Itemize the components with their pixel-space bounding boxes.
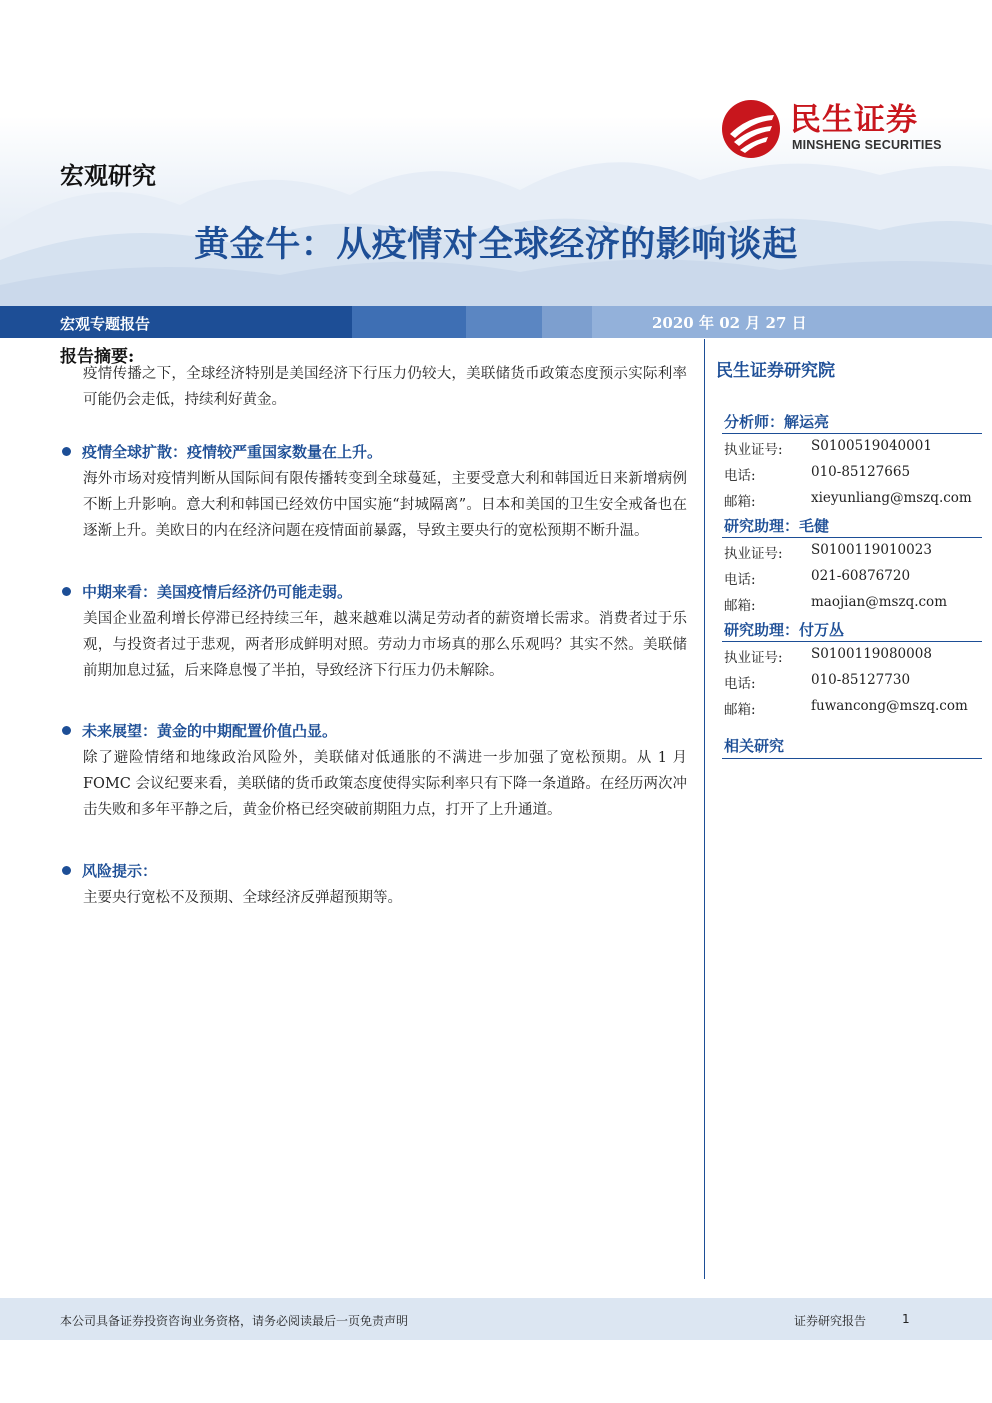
brand-name-en: MINSHENG SECURITIES bbox=[792, 138, 942, 152]
page-number: 1 bbox=[902, 1312, 910, 1326]
phone-number: 010-85127665 bbox=[811, 464, 911, 480]
analyst-heading: 分析师：解运亮 bbox=[724, 413, 830, 431]
brand-name-cn: 民生证券 bbox=[790, 102, 918, 138]
section-heading bbox=[62, 581, 352, 602]
summary-intro: 疫情传播之下，全球经济特别是美国经济下行压力仍较大，美联储货币政策态度预示实际利率可能仍会走低，持续利好黄金。 bbox=[83, 366, 687, 408]
divider-rule bbox=[722, 537, 982, 538]
license-number: S0100519040001 bbox=[811, 438, 932, 454]
bullet-icon bbox=[62, 447, 71, 456]
email-link[interactable]: fuwancong@mszq.com bbox=[811, 698, 968, 714]
info-label: 电话: bbox=[724, 676, 756, 692]
institute-name: 民生证券研究院 bbox=[716, 361, 835, 381]
analyst-heading: 研究助理：付万丛 bbox=[724, 621, 845, 639]
section-body: 主要央行宽松不及预期、全球经济反弹超预期等。 bbox=[83, 890, 402, 906]
report-type-band bbox=[0, 306, 992, 338]
bullet-icon bbox=[62, 866, 71, 875]
info-row bbox=[724, 568, 982, 592]
analyst-heading: 研究助理：毛健 bbox=[724, 517, 830, 535]
license-number: S0100119010023 bbox=[811, 542, 932, 558]
section-heading bbox=[62, 441, 382, 462]
email-link[interactable]: maojian@mszq.com bbox=[811, 594, 947, 610]
info-label: 邮箱: bbox=[724, 598, 756, 614]
info-label: 执业证号: bbox=[724, 546, 783, 562]
phone-number: 010-85127730 bbox=[811, 672, 911, 688]
footer-doc-type: 证券研究报告 bbox=[794, 1314, 867, 1328]
report-category: 宏观研究 bbox=[60, 162, 156, 190]
minsheng-logo-icon bbox=[720, 98, 782, 160]
section-heading-text: 未来展望：黄金的中期配置价值凸显。 bbox=[82, 722, 338, 740]
info-row bbox=[724, 646, 982, 670]
info-row bbox=[724, 594, 982, 618]
info-row bbox=[724, 698, 982, 722]
section-heading-text: 疫情全球扩散：疫情较严重国家数量在上升。 bbox=[82, 443, 383, 461]
divider-rule bbox=[722, 641, 982, 642]
license-number: S0100119080008 bbox=[811, 646, 932, 662]
band-segment bbox=[542, 306, 592, 338]
info-label: 执业证号: bbox=[724, 442, 783, 458]
phone-number: 021-60876720 bbox=[811, 568, 911, 584]
band-segment bbox=[466, 306, 542, 338]
section-heading bbox=[62, 860, 157, 881]
bullet-icon bbox=[62, 587, 71, 596]
divider-rule bbox=[722, 758, 982, 759]
section-body: 美国企业盈利增长停滞已经持续三年，越来越难以满足劳动者的薪资增长需求。消费者过于乐观，与投资者过于悲观，两者形成鲜明对照。劳动力市场真的那么乐观吗？其实不然。美联储前期加息过猛，后来降息慢了半拍，导致经济下行压力仍未解除。 bbox=[83, 611, 687, 679]
page-footer bbox=[0, 1298, 992, 1340]
column-divider bbox=[704, 339, 705, 1279]
email-link[interactable]: xieyunliang@mszq.com bbox=[811, 490, 972, 506]
info-row bbox=[724, 490, 982, 514]
info-label: 电话: bbox=[724, 468, 756, 484]
report-type-label: 宏观专题报告 bbox=[60, 315, 151, 333]
section-heading-text: 风险提示： bbox=[82, 862, 158, 880]
report-title: 黄金牛：从疫情对全球经济的影响谈起 bbox=[194, 225, 798, 265]
band-segment bbox=[352, 306, 466, 338]
info-label: 电话: bbox=[724, 572, 756, 588]
info-label: 执业证号: bbox=[724, 650, 783, 666]
info-label: 邮箱: bbox=[724, 494, 756, 510]
info-row bbox=[724, 464, 982, 488]
section-heading bbox=[62, 720, 337, 741]
info-row bbox=[724, 542, 982, 566]
info-label: 邮箱: bbox=[724, 702, 756, 718]
bullet-icon bbox=[62, 726, 71, 735]
footer-disclaimer: 本公司具备证券投资咨询业务资格，请务必阅读最后一页免责声明 bbox=[60, 1314, 409, 1328]
summary-heading: 报告摘要: bbox=[60, 347, 135, 367]
info-row bbox=[724, 672, 982, 696]
related-research-heading: 相关研究 bbox=[724, 737, 785, 755]
info-row bbox=[724, 438, 982, 462]
divider-rule bbox=[722, 433, 982, 434]
band-segment bbox=[0, 306, 352, 338]
section-heading-text: 中期来看：美国疫情后经济仍可能走弱。 bbox=[82, 583, 353, 601]
section-body: 海外市场对疫情判断从国际间有限传播转变到全球蔓延，主要受意大利和韩国近日来新增病例不断上升影响。意大利和韩国已经效仿中国实施“封城隔离”。日本和美国的卫生安全戒备也在逐渐上升。美欧日的内在经济问题在疫情面前暴露，导致主要央行的宽松预期不断升温。 bbox=[83, 471, 687, 539]
report-date: 2020 年 02 月 27 日 bbox=[652, 314, 807, 332]
company-logo bbox=[720, 94, 960, 156]
section-body: 除了避险情绪和地缘政治风险外，美联储对低通胀的不满进一步加强了宽松预期。从 1 月 FOMC 会议纪要来看，美联储的货币政策态度使得实际利率只有下降一条道路。在经历两次冲击失败和多年平静之后，黄金价格已经突破前期阻力点，打开了上升通道。 bbox=[83, 750, 687, 818]
